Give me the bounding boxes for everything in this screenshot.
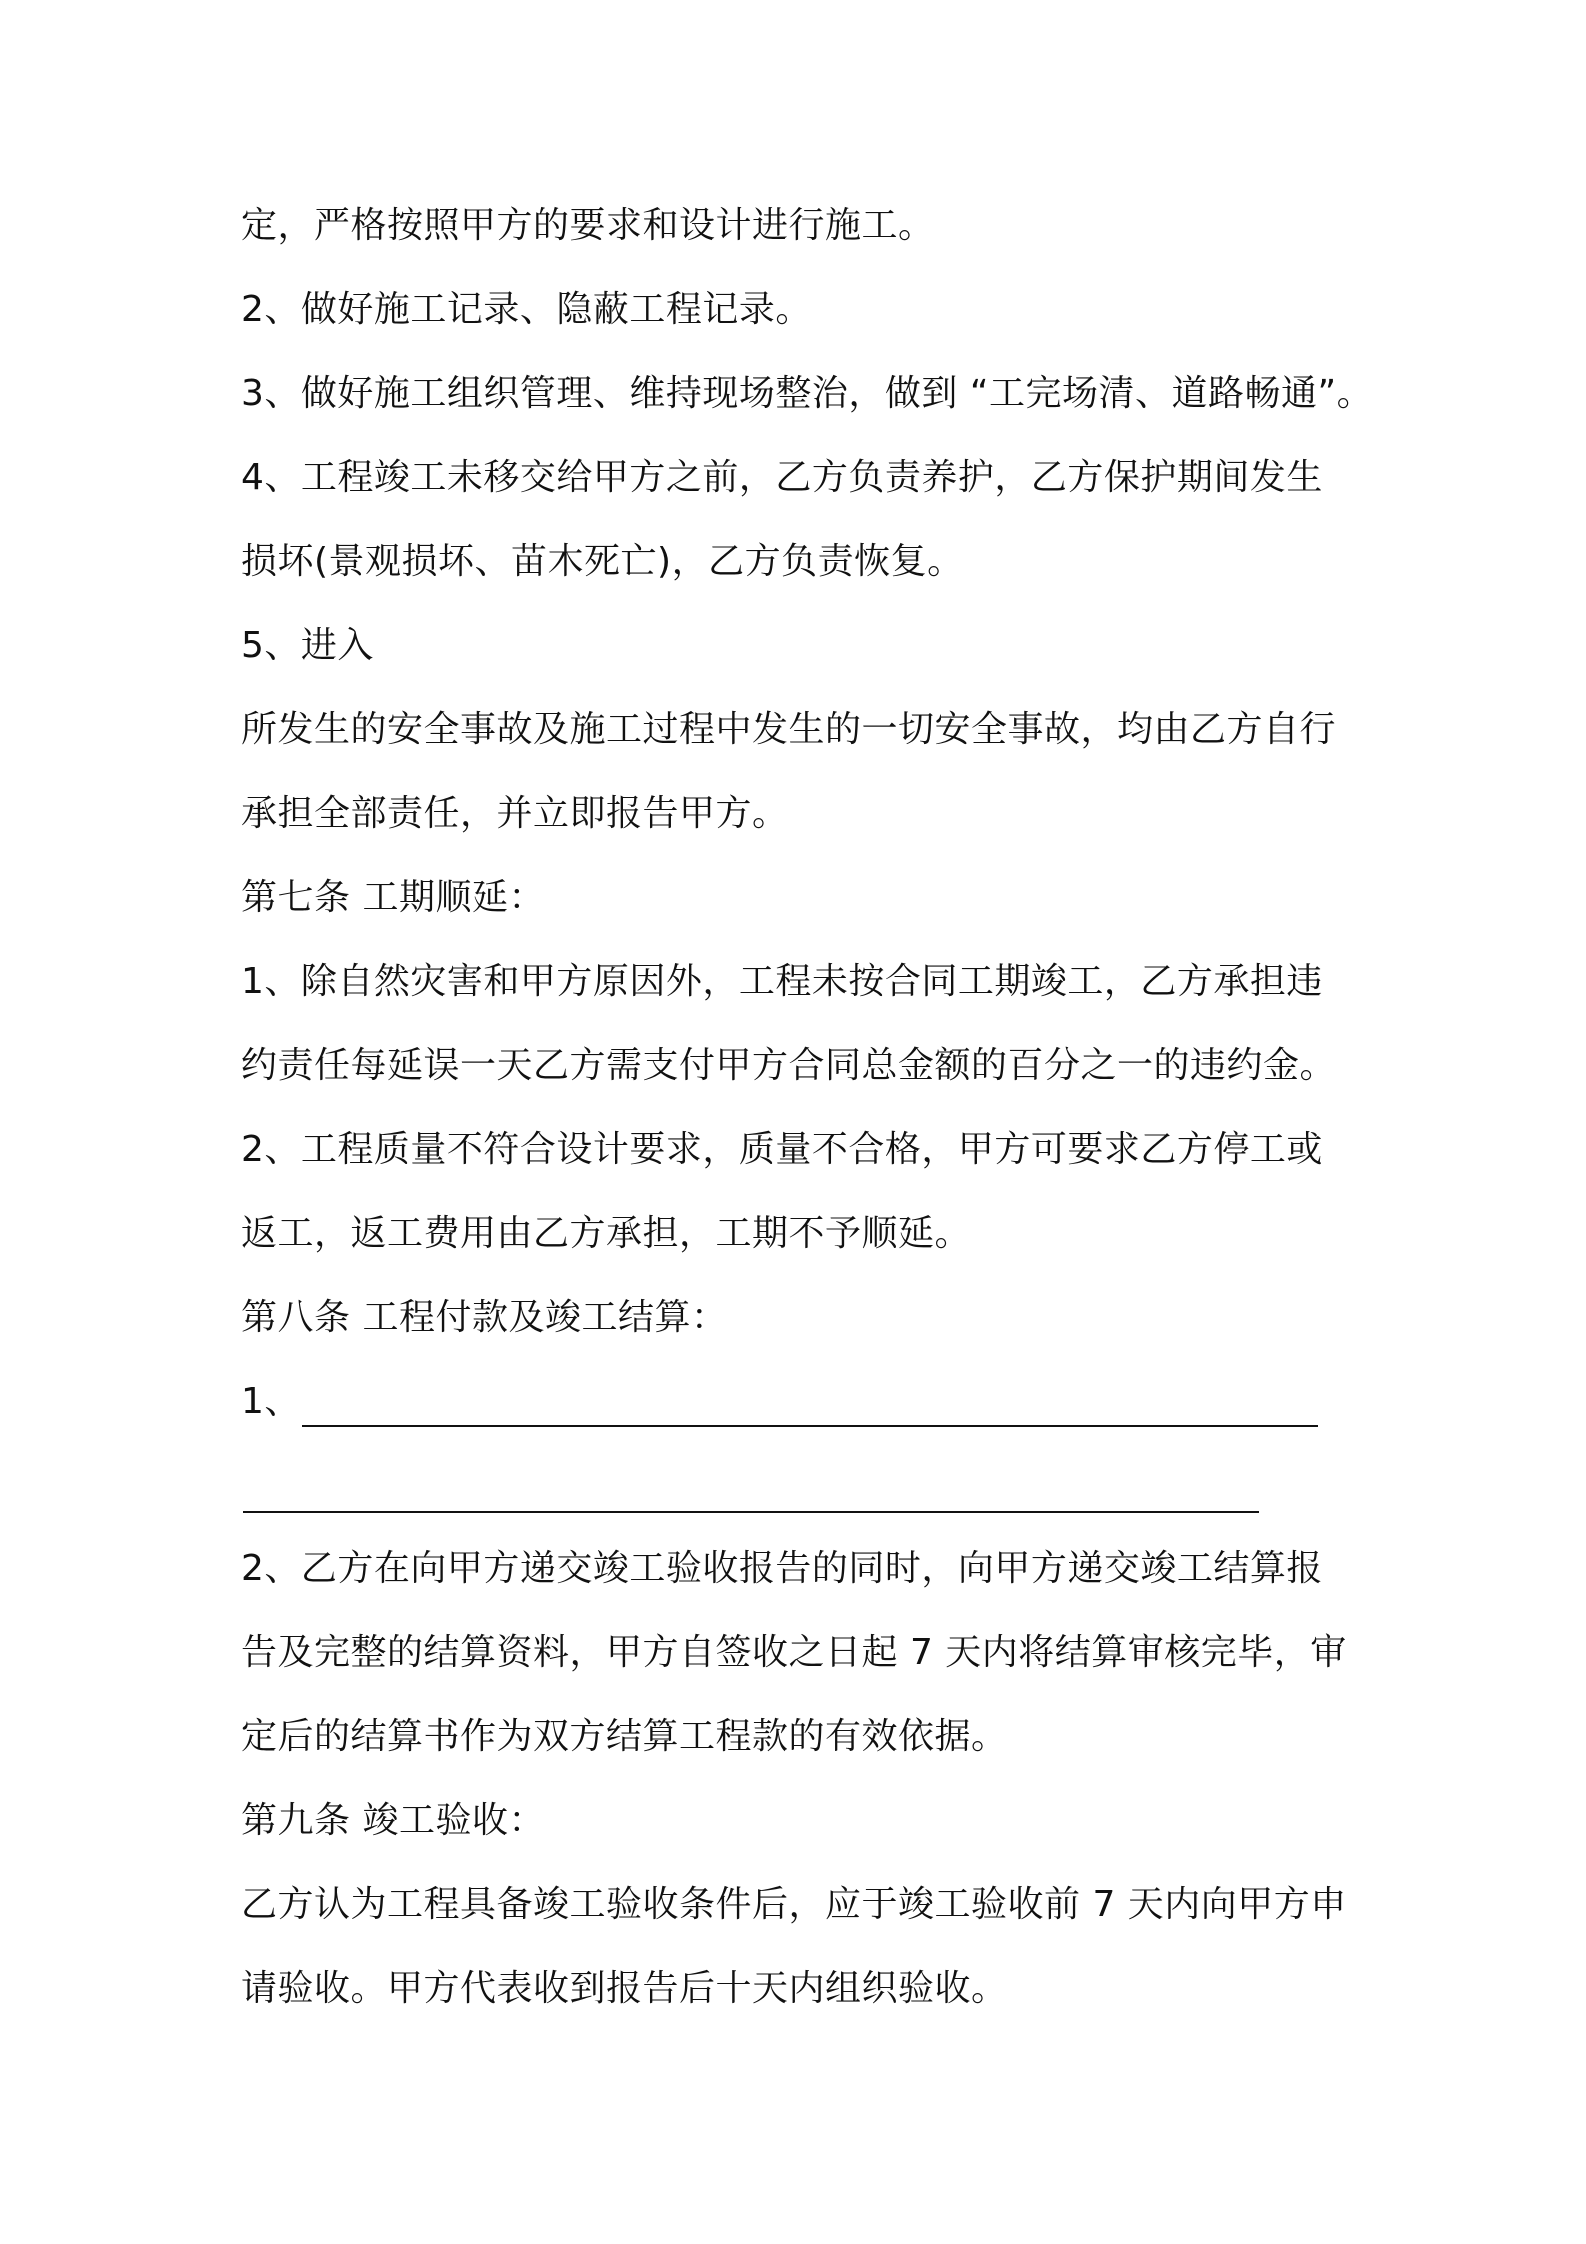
blank-underline xyxy=(302,1425,1318,1427)
text-line: 定后的结算书作为双方结算工程款的有效依据。 xyxy=(241,1716,1008,1757)
text-line: 所发生的安全事故及施工过程中发生的一切安全事故，均由乙方自行 xyxy=(241,709,1337,750)
text-line: 约责任每延误一天乙方需支付甲方合同总金额的百分之一的违约金。 xyxy=(241,1045,1337,1086)
text-line: 乙方认为工程具备竣工验收条件后，应于竣工验收前 7 天内向甲方申 xyxy=(241,1884,1347,1925)
text-line: 4、工程竣工未移交给甲方之前，乙方负责养护，乙方保护期间发生 xyxy=(241,457,1323,498)
text-line: 1、除自然灾害和甲方原因外，工程未按合同工期竣工，乙方承担违 xyxy=(241,961,1323,1002)
text-line: 3、做好施工组织管理、维持现场整治，做到 “工完场清、道路畅通”。 xyxy=(241,373,1374,414)
text-line: 5、进入 xyxy=(241,625,374,666)
text-line: 请验收。甲方代表收到报告后十天内组织验收。 xyxy=(241,1968,1008,2009)
text-line: 定，严格按照甲方的要求和设计进行施工。 xyxy=(241,205,935,246)
text-line: 返工，返工费用由乙方承担，工期不予顺延。 xyxy=(241,1213,972,1254)
text-line: 承担全部责任，并立即报告甲方。 xyxy=(241,793,789,834)
section-heading: 第七条 工期顺延： xyxy=(241,877,545,918)
text-line: 告及完整的结算资料，甲方自签收之日起 7 天内将结算审核完毕，审 xyxy=(241,1632,1347,1673)
blank-item-label: 1、 xyxy=(241,1381,301,1422)
text-line: 2、做好施工记录、隐蔽工程记录。 xyxy=(241,289,812,330)
text-line: 2、工程质量不符合设计要求，质量不合格，甲方可要求乙方停工或 xyxy=(241,1129,1323,1170)
blank-underline xyxy=(243,1511,1259,1513)
section-heading: 第九条 竣工验收： xyxy=(241,1800,545,1841)
text-line: 2、乙方在向甲方递交竣工验收报告的同时，向甲方递交竣工结算报 xyxy=(241,1548,1323,1589)
text-line: 损坏(景观损坏、苗木死亡)，乙方负责恢复。 xyxy=(241,541,964,582)
section-heading: 第八条 工程付款及竣工结算： xyxy=(241,1297,728,1338)
